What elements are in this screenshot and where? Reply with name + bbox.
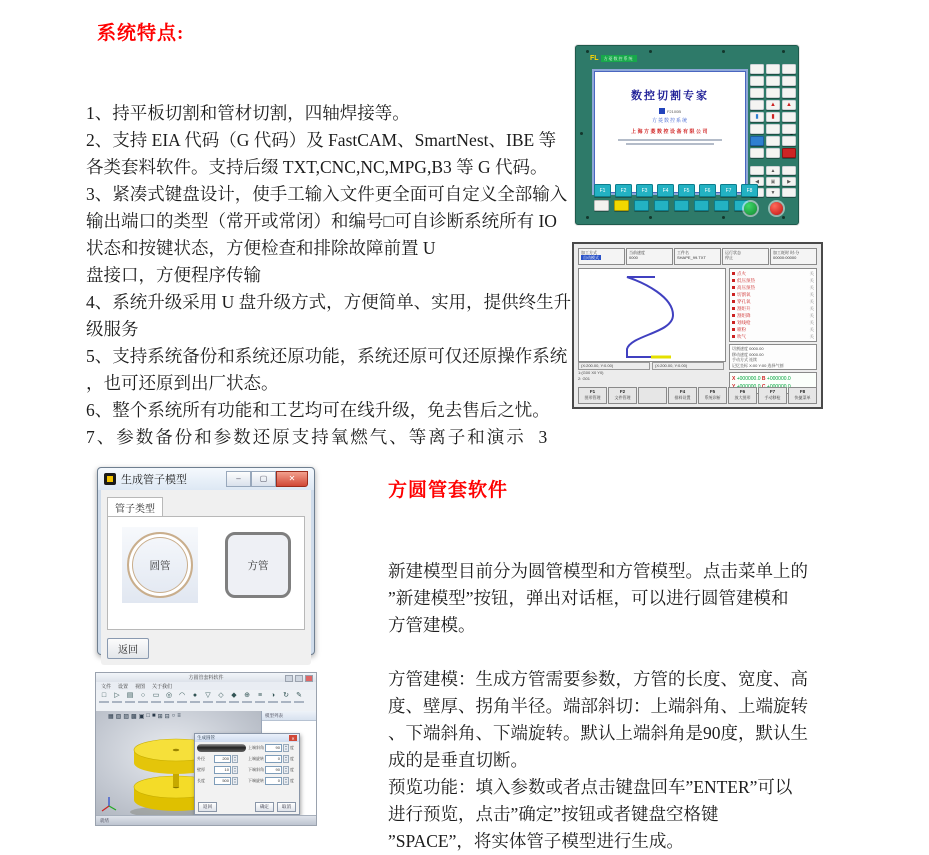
- toolbar-label: [125, 701, 135, 703]
- cnc-function-keys: [578, 387, 817, 404]
- keypad-key[interactable]: [750, 88, 764, 98]
- toolbar-label: [255, 701, 265, 703]
- second-key-row: [594, 200, 749, 211]
- keypad-key[interactable]: [750, 136, 764, 146]
- screw-dots: [586, 50, 589, 53]
- toolbar-button[interactable]: [124, 691, 136, 703]
- param-field: 上端旋转 0 ▲ ▼ 度: [248, 756, 294, 762]
- keypad-key[interactable]: [766, 124, 780, 134]
- nav-key[interactable]: [782, 177, 796, 186]
- view-tool-icon[interactable]: ≡: [177, 713, 181, 719]
- nav-key[interactable]: [782, 188, 796, 197]
- spinner-control[interactable]: ▲ ▼: [233, 767, 237, 773]
- pipe-model-dialog: [97, 467, 315, 655]
- toolbar-button[interactable]: [137, 691, 149, 703]
- text-line: 新建模型目前分为圆管模型和方管模型。点击菜单上的: [388, 561, 808, 581]
- text-line: 、下端斜角、下端旋转。默认上端斜角是90度，默认生: [388, 723, 808, 743]
- panel-fkey[interactable]: F6: [699, 184, 716, 197]
- screen-brand-chip: F2100B: [594, 108, 746, 114]
- numeric-keypad: [750, 64, 796, 158]
- keypad-key[interactable]: [766, 100, 780, 110]
- toolbar-label: [112, 701, 122, 703]
- features-line: 盘接口，方便程序传输: [86, 265, 261, 285]
- app-icon: [104, 473, 116, 485]
- close-button[interactable]: ✕: [276, 471, 308, 487]
- dialog-title: 生成管子模型: [121, 474, 187, 486]
- toolbar-icon: ≡: [257, 692, 263, 699]
- text-line: ”SPACE”，将实体管子模型进行生成。: [388, 831, 684, 851]
- features-line: 4、系统升级采用 U 盘升级方式，方便简单、实用，提供终生升: [86, 292, 572, 312]
- nav-key[interactable]: [766, 188, 780, 197]
- toolbar-icon: ◠: [178, 692, 186, 699]
- io-bullet-icon: [732, 314, 735, 317]
- toolbar-icon: ↻: [283, 692, 289, 699]
- toolbar-label: [164, 701, 174, 703]
- io-status-row: 喷粉 关: [732, 326, 814, 333]
- param-right-column: [248, 744, 297, 788]
- view-tool-icon[interactable]: ⊞: [157, 714, 163, 720]
- pipe-preview-image: [197, 744, 246, 752]
- axes-indicator-icon: [101, 796, 117, 812]
- io-bullet-icon: [732, 272, 735, 275]
- cad-menubar: [96, 682, 316, 690]
- io-status-row: 割炬降 关: [732, 312, 814, 319]
- spinner-control[interactable]: ▲ ▼: [284, 745, 288, 751]
- screen-sub-line: 方菱数控系统: [651, 118, 688, 124]
- io-bullet-icon: [732, 335, 735, 338]
- toolbar-icon: ◆: [231, 692, 237, 699]
- io-bullet-icon: [732, 293, 735, 296]
- features-line: 输出端口的类型（常开或常闭）和编号□可自诊断系统所有 IO: [86, 211, 557, 231]
- io-status-row: 穿孔氧 关: [732, 298, 814, 305]
- features-line: 状态和按键状态，方便检查和排除故障前置 U: [86, 238, 436, 258]
- software-paragraph-3: [388, 720, 848, 855]
- window-controls: [226, 471, 308, 487]
- panel-fkey[interactable]: F7: [720, 184, 737, 197]
- keypad-key[interactable]: [766, 76, 780, 86]
- cancel-button[interactable]: 取消: [277, 802, 296, 812]
- cad-titlebar: [96, 673, 316, 682]
- features-line: 3、紧凑式键盘设计，使手工输入文件更全面可自定义全部输入: [86, 184, 568, 204]
- control-panel-image: [575, 45, 799, 225]
- view-tool-icon[interactable]: ▨: [123, 714, 130, 720]
- io-bullet-icon: [732, 300, 735, 303]
- features-line: 各类套料软件。支持后缀 TXT,CNC,NC,MPG,B3 等 G 代码。: [86, 157, 548, 177]
- cnc-canvas-meta: [578, 362, 724, 382]
- io-status-row: 低压预热 关: [732, 277, 814, 284]
- toolbar-label: [294, 701, 304, 703]
- io-status-row: 吹气 关: [732, 333, 814, 340]
- param-input[interactable]: 90: [265, 744, 282, 752]
- param-dialog-buttons: [198, 802, 296, 812]
- close-icon[interactable]: ✕: [289, 735, 297, 741]
- param-input[interactable]: 0: [265, 755, 282, 763]
- toolbar-button[interactable]: [163, 691, 175, 703]
- text-line: ”新建模型”按钮，弹出对话框，可以进行圆管建模和: [388, 588, 789, 608]
- view-tool-icon[interactable]: ○: [171, 713, 176, 719]
- model-tree-header: 模型列表: [262, 711, 316, 721]
- toolbar-label: [177, 701, 187, 703]
- view-tool-icon[interactable]: ⊟: [164, 714, 170, 720]
- keypad-key[interactable]: [766, 112, 780, 122]
- cnc-fkey[interactable]: F8 快捷菜单: [788, 387, 817, 404]
- keypad-key[interactable]: [766, 88, 780, 98]
- keypad-key[interactable]: [782, 88, 796, 98]
- panel-key[interactable]: [654, 200, 669, 211]
- features-line: 5、支持系统备份和系统还原功能，系统还原可仅还原操作系统: [86, 346, 568, 366]
- toolbar-label: [190, 701, 200, 703]
- maximize-button[interactable]: [295, 675, 303, 682]
- back-button[interactable]: 返回: [107, 638, 149, 659]
- function-key-row: [594, 184, 758, 197]
- pipe-type-panel: [107, 516, 305, 630]
- maximize-button[interactable]: ▢: [251, 471, 276, 487]
- toolbar-label: [216, 701, 226, 703]
- panel-screen: [592, 69, 748, 195]
- cnc-right-column: [729, 268, 817, 394]
- cnc-fkey[interactable]: F1 图形管理: [578, 387, 607, 404]
- param-field: 壁厚 10 ▲ ▼: [197, 767, 237, 773]
- toolbar-icon: ▽: [205, 692, 211, 699]
- panel-key[interactable]: [634, 200, 649, 211]
- cnc-info-line: 记忆坐标 X:00 Y:00 选择气割: [732, 362, 784, 368]
- cnc-header-cell: 运行状态 停止: [722, 248, 769, 265]
- spinner-control[interactable]: ▲ ▼: [284, 756, 288, 762]
- keypad-key[interactable]: [750, 76, 764, 86]
- io-status-row: 划线枪 关: [732, 319, 814, 326]
- io-bullet-icon: [732, 321, 735, 324]
- view-tool-icon[interactable]: ▦: [108, 714, 114, 720]
- cnc-header-cell: 加工方式 自动模式: [578, 248, 625, 265]
- param-field: 下端斜角 90 ▲ ▼ 度: [248, 767, 294, 773]
- spinner-control[interactable]: ▲ ▼: [233, 756, 237, 762]
- nav-key[interactable]: [782, 166, 796, 175]
- cnc-info-line: 移动速度 0000.00: [732, 351, 764, 357]
- square-pipe-icon: 方管: [225, 532, 291, 598]
- param-field: 上端斜角 90 ▲ ▼ 度: [248, 745, 294, 751]
- toolbar-label: [229, 701, 239, 703]
- param-dialog-title: 生成圆管: [197, 735, 215, 740]
- toolbar-button[interactable]: [176, 691, 188, 703]
- keypad-key[interactable]: [750, 112, 764, 122]
- keypad-key[interactable]: [782, 76, 796, 86]
- toolpath-curve: [579, 269, 725, 361]
- text-line: 方管建模。: [388, 615, 476, 635]
- panel-fkey[interactable]: F8: [741, 184, 758, 197]
- stop-button[interactable]: [770, 202, 783, 215]
- toolbar-button[interactable]: [150, 691, 162, 703]
- cad-window-controls: [285, 675, 313, 682]
- cnc-fkey[interactable]: F7 手动移枪: [758, 387, 787, 404]
- toolbar-icon: ◇: [218, 692, 224, 699]
- features-line: 7、参数备份和参数还原支持氧燃气、等离子和演示 3: [86, 427, 550, 447]
- panel-fkey[interactable]: F5: [678, 184, 695, 197]
- spinner-control[interactable]: ▲ ▼: [233, 778, 237, 784]
- io-status-list: [729, 268, 817, 342]
- keypad-key[interactable]: [750, 100, 764, 110]
- toolbar-label: [242, 701, 252, 703]
- cnc-info-line: 手动方式 连续: [732, 357, 758, 362]
- keypad-key[interactable]: [766, 148, 780, 158]
- io-bullet-icon: [732, 279, 735, 282]
- io-status-row: 切割氧 关: [732, 291, 814, 298]
- cnc-fkey[interactable]: [638, 387, 667, 404]
- toolbar-label: [151, 701, 161, 703]
- view-tool-icon[interactable]: □: [146, 713, 150, 719]
- meta-line: 2: G01: [578, 376, 591, 381]
- minimize-button[interactable]: –: [226, 471, 251, 487]
- param-input[interactable]: 90: [265, 766, 282, 774]
- dialog-titlebar: [98, 468, 314, 490]
- toolbar-icon: ▭: [152, 692, 160, 699]
- text-line: 进行预览，点击”确定”按钮或者键盘空格键: [388, 804, 719, 824]
- brand-chip-icon: [659, 108, 665, 114]
- io-bullet-icon: [732, 307, 735, 310]
- toolbar-button[interactable]: [111, 691, 123, 703]
- nav-key[interactable]: [766, 177, 780, 186]
- cnc-toolpath-canvas: [578, 268, 726, 362]
- param-input[interactable]: 10: [214, 766, 231, 774]
- param-left-column: [197, 744, 246, 788]
- menu-item[interactable]: 文件: [101, 683, 112, 690]
- features-line: 2、支持 EIA 代码（G 代码）及 FastCAM、SmartNest、IBE 等: [86, 130, 557, 150]
- toolbar-label: [281, 701, 291, 703]
- keypad-key[interactable]: [782, 112, 796, 122]
- coordinate-line: X +000000.0 B +000000.0: [732, 376, 791, 382]
- panel-key[interactable]: [714, 200, 729, 211]
- view-tool-icon[interactable]: ▧: [115, 714, 122, 720]
- toolbar-button[interactable]: [215, 691, 227, 703]
- param-input[interactable]: 500: [214, 777, 231, 785]
- toolbar-label: [268, 701, 278, 703]
- panel-key[interactable]: [694, 200, 709, 211]
- view-tool-icon[interactable]: ■: [151, 713, 156, 719]
- round-pipe-button[interactable]: [122, 527, 198, 603]
- meta-cell: (X:200.00, Y:0.00): [652, 362, 724, 370]
- features-line: ，也可还原到出厂状态。: [86, 373, 279, 393]
- toolbar-button[interactable]: [267, 691, 279, 703]
- panel-fkey[interactable]: F4: [657, 184, 674, 197]
- nav-key[interactable]: [750, 166, 764, 175]
- toolbar-icon: □: [101, 692, 107, 699]
- toolbar-icon: ◎: [165, 692, 173, 699]
- param-field: 长度 500 ▲ ▼: [197, 778, 237, 784]
- nav-key[interactable]: [766, 166, 780, 175]
- toolbar-label: [99, 701, 109, 703]
- text-line: 方管建模：生成方管需要参数，方管的长度、宽度、高: [388, 669, 808, 689]
- meta-cell: (X:200.00, Y:0.00): [578, 362, 650, 370]
- view-tool-icon[interactable]: ▣: [138, 714, 145, 720]
- param-field: 下端旋转 0 ▲ ▼ 度: [248, 778, 294, 784]
- cnc-header-cell: 加工耗时 时:分 00000:00000: [770, 248, 817, 265]
- io-status-row: 点火 关: [732, 270, 814, 277]
- cnc-info-line: 切割速度 0000.00: [732, 346, 764, 351]
- toolbar-button[interactable]: [280, 691, 292, 703]
- keypad-key[interactable]: [782, 100, 796, 110]
- features-line: 1、持平板切割和管材切割，四轴焊接等。: [86, 103, 410, 123]
- toolbar-icon: ●: [192, 692, 198, 699]
- toolbar-icon: ○: [140, 692, 146, 699]
- text-line: 成的是垂直切断。: [388, 750, 528, 770]
- text-line: 度、壁厚、拐角半径。端部斜切：上端斜角、上端旋转: [388, 696, 808, 716]
- panel-fkey[interactable]: F2: [615, 184, 632, 197]
- brand-logo-text: FL: [590, 55, 599, 62]
- brand-logo-band: 方菱数控系统: [601, 55, 637, 62]
- toolbar-button[interactable]: [189, 691, 201, 703]
- features-line: 级服务: [86, 319, 139, 339]
- toolbar-icon: ▷: [114, 692, 120, 699]
- features-line: 6、整个系统所有功能和工艺均可在线升级，免去售后之忧。: [86, 400, 550, 420]
- cnc-info-lines: [729, 344, 817, 370]
- ok-button[interactable]: 确定: [255, 802, 274, 812]
- panel-key[interactable]: [674, 200, 689, 211]
- keypad-key[interactable]: [750, 64, 764, 74]
- menu-item[interactable]: 关于我们: [152, 683, 173, 690]
- cnc-fkey[interactable]: F6 放大图形: [728, 387, 757, 404]
- start-button[interactable]: [744, 202, 757, 215]
- toolbar-label: [203, 701, 213, 703]
- cnc-status-header: [578, 248, 817, 265]
- io-bullet-icon: [732, 328, 735, 331]
- toolbar-icon: ✎: [296, 692, 302, 699]
- menu-item[interactable]: 视图: [135, 683, 146, 690]
- cnc-header-cell: 工件名 SHAPE_99.TXT: [674, 248, 721, 265]
- dialog-body: [101, 490, 311, 665]
- screen-contact-line2: [626, 143, 714, 145]
- toolbar-icon: ◑: [270, 692, 276, 699]
- back-button[interactable]: 返回: [198, 802, 217, 812]
- text-line: 预览功能：填入参数或者点击键盘回车”ENTER”可以: [388, 777, 793, 797]
- round-pipe-param-dialog: [194, 733, 300, 815]
- param-dialog-body: [195, 742, 299, 790]
- square-pipe-button[interactable]: [220, 527, 296, 603]
- cad-statusbar: 就绪: [96, 815, 316, 825]
- panel-fkey[interactable]: F3: [636, 184, 653, 197]
- cad-app-screenshot: [95, 672, 317, 826]
- cad-window-title: 方圆管套料软件: [188, 675, 224, 681]
- toolbar-button[interactable]: [228, 691, 240, 703]
- param-input[interactable]: 0: [265, 777, 282, 785]
- meta-line: 1:(G00 X0 Y0): [578, 370, 604, 375]
- keypad-key[interactable]: [750, 124, 764, 134]
- brand-logo: [590, 55, 637, 62]
- view-tool-icon[interactable]: ▩: [131, 714, 137, 720]
- param-input[interactable]: 200: [214, 755, 231, 763]
- toolbar-button[interactable]: [254, 691, 266, 703]
- tab-pipe-type[interactable]: 管子类型: [107, 497, 163, 516]
- keypad-key[interactable]: [782, 136, 796, 146]
- features-text: [86, 46, 576, 451]
- keypad-key[interactable]: [766, 64, 780, 74]
- panel-fkey[interactable]: F1: [594, 184, 611, 197]
- keypad-key[interactable]: [782, 124, 796, 134]
- toolbar-button[interactable]: [293, 691, 305, 703]
- panel-key[interactable]: [614, 200, 629, 211]
- round-pipe-icon: 圆管: [127, 532, 193, 598]
- software-heading: 方圆管套软件: [388, 480, 509, 501]
- spinner-control[interactable]: ▲ ▼: [284, 778, 288, 784]
- io-status-row: 割炬升 关: [732, 305, 814, 312]
- toolbar-icon: ▤: [126, 692, 134, 699]
- toolbar-label: [138, 701, 148, 703]
- param-dialog-titlebar: [195, 734, 299, 742]
- cnc-header-cell: 当前速度 0000: [626, 248, 673, 265]
- keypad-key[interactable]: [766, 136, 780, 146]
- keypad-key[interactable]: [782, 148, 796, 158]
- keypad-key[interactable]: [782, 64, 796, 74]
- screen-title: 数控切割专家: [631, 90, 709, 102]
- cad-toolbar: [96, 690, 316, 713]
- cnc-fkey[interactable]: F5 系统诊断: [698, 387, 727, 404]
- toolbar-button[interactable]: [241, 691, 253, 703]
- keypad-key[interactable]: [750, 148, 764, 158]
- toolbar-button[interactable]: [98, 691, 110, 703]
- close-button[interactable]: [305, 675, 313, 682]
- screen-company-line: 上海方菱数控设备有限公司: [630, 129, 709, 135]
- minimize-button[interactable]: [285, 675, 293, 682]
- io-bullet-icon: [732, 286, 735, 289]
- io-status-row: 高压预热 关: [732, 284, 814, 291]
- cnc-fkey[interactable]: F2 文件管理: [608, 387, 637, 404]
- screen-contact-line: [618, 139, 722, 141]
- cnc-fkey[interactable]: F4 排料设置: [668, 387, 697, 404]
- features-heading: 系统特点:: [97, 23, 185, 44]
- toolbar-button[interactable]: [202, 691, 214, 703]
- view-toolbar: [108, 713, 181, 720]
- menu-item[interactable]: 设置: [118, 683, 129, 690]
- param-field: 外径 200 ▲ ▼: [197, 756, 237, 762]
- spinner-control[interactable]: ▲ ▼: [284, 767, 288, 773]
- cnc-software-screenshot: [572, 242, 823, 409]
- panel-key[interactable]: [594, 200, 609, 211]
- toolbar-icon: ⊕: [244, 692, 250, 699]
